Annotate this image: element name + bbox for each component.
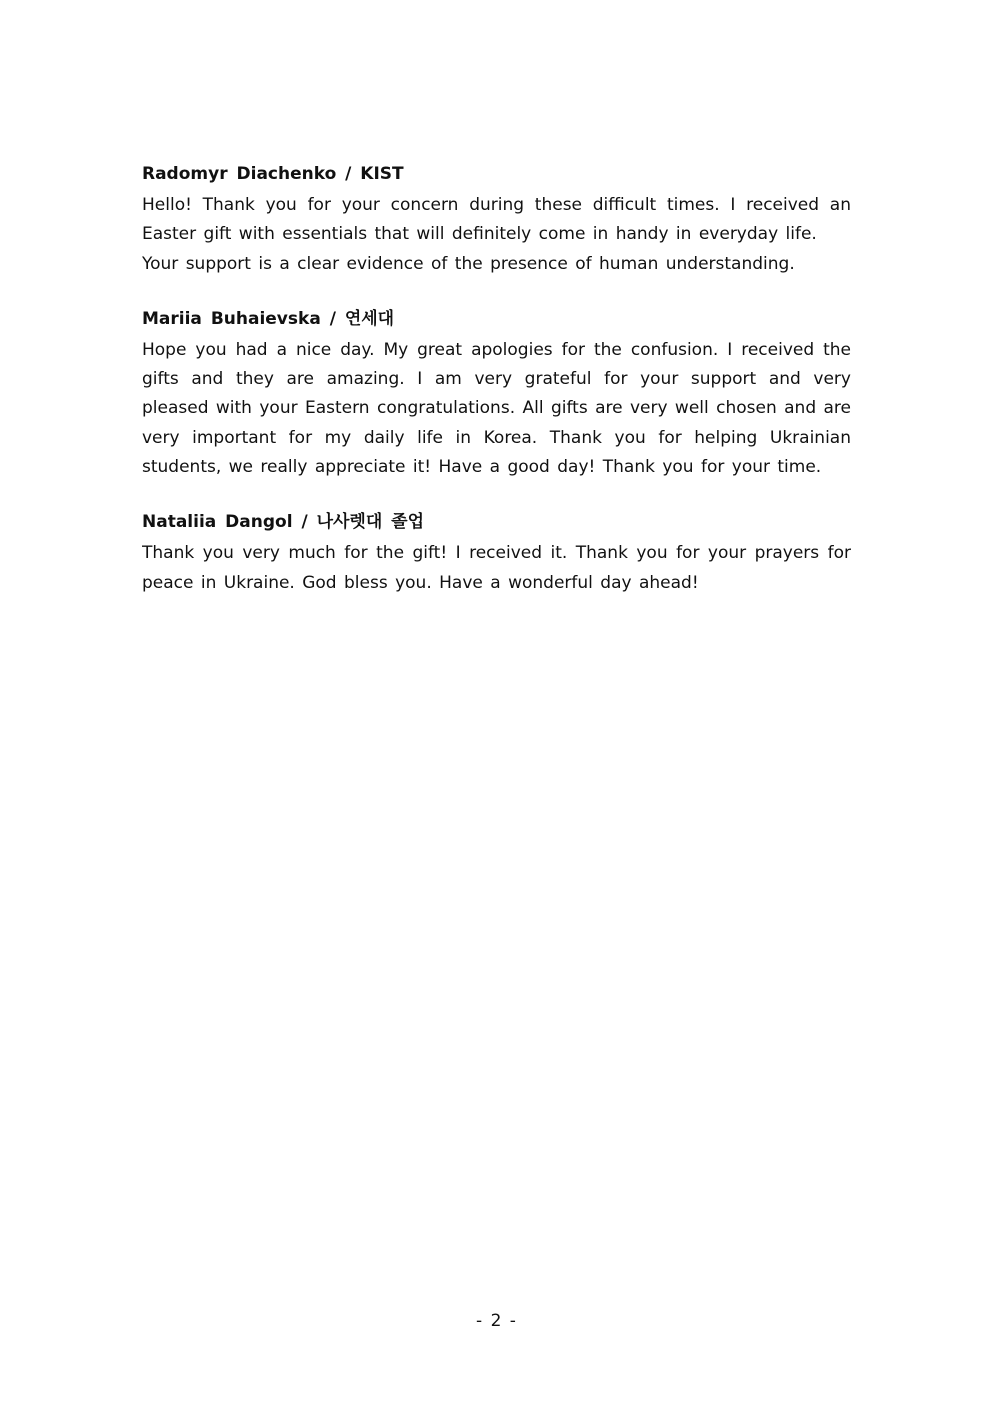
paragraph-line: students, we really appreciate it! Have a good day! Thank you for your time. — [142, 457, 822, 478]
testimonial-entry — [142, 307, 851, 482]
document-body — [142, 162, 851, 626]
author-heading: Radomyr Diachenko / KIST — [142, 164, 404, 184]
author-heading: Mariia Buhaievska / 연세대 — [142, 308, 395, 329]
paragraph-line: very important for my daily life in Korea. Thank you for helping Ukrainian — [142, 427, 851, 448]
author-heading: Nataliia Dangol / 나사렛대 졸업 — [142, 512, 425, 533]
paragraph-line: Hope you had a nice day. My great apologies for the confusion. I received the — [142, 339, 851, 360]
testimonial-entry — [142, 510, 851, 598]
testimonial-entry — [142, 162, 851, 279]
paragraph-line: Hello! Thank you for your concern during these difficult times. I received an — [142, 195, 851, 215]
paragraph-line: Thank you very much for the gift! I received it. Thank you for your prayers for — [142, 543, 851, 564]
paragraph-line: peace in Ukraine. God bless you. Have a wonderful day ahead! — [142, 572, 699, 593]
paragraph-line: gifts and they are amazing. I am very grateful for your support and very — [142, 369, 851, 390]
paragraph-line: Your support is a clear evidence of the presence of human understanding. — [142, 253, 795, 274]
paragraph-line: Easter gift with essentials that will definitely come in handy in everyday life. — [142, 224, 817, 245]
page-number: - 2 - — [476, 1311, 516, 1331]
paragraph-line: pleased with your Eastern congratulations. All gifts are very well chosen and are — [142, 398, 851, 419]
